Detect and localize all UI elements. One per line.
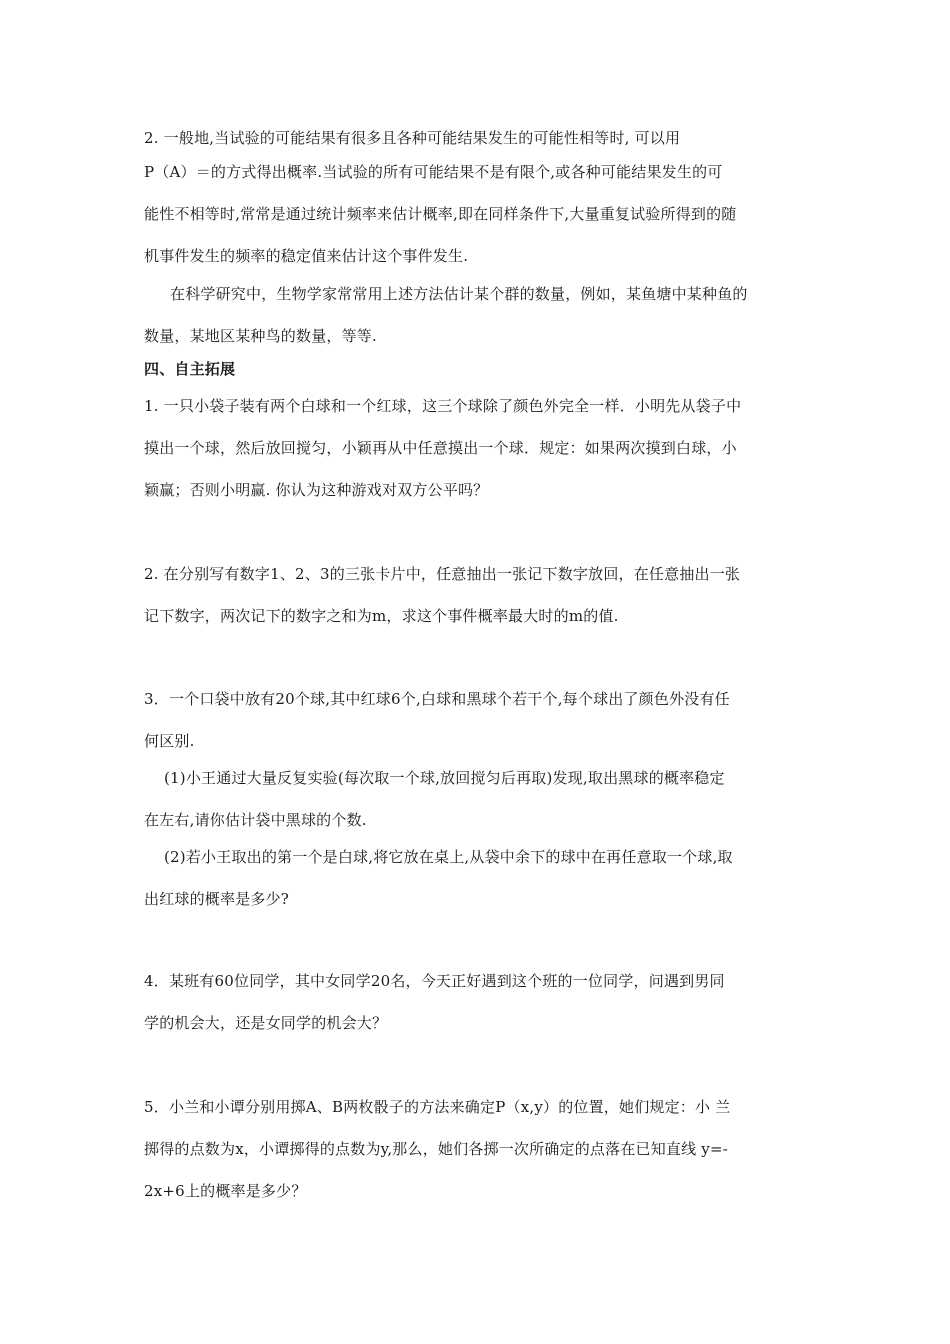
- text-line: 机事件发生的频率的稳定值来估计这个事件发生.: [144, 247, 469, 265]
- text-line: 4．某班有60位同学，其中女同学20名，今天正好遇到这个班的一位同学，问遇到男同: [144, 972, 725, 990]
- text-line: 在科学研究中，生物学家常常用上述方法估计某个群的数量，例如，某鱼塘中某种鱼的: [170, 285, 748, 303]
- text-line: 2. 在分别写有数字1、2、3的三张卡片中，任意抽出一张记下数字放回，在任意抽出一张: [144, 565, 741, 583]
- text-line: 摸出一个球，然后放回搅匀，小颖再从中任意摸出一个球．规定：如果两次摸到白球，小: [144, 439, 737, 457]
- text-line: 何区别.: [144, 732, 195, 750]
- text-line: 出红球的概率是多少?: [144, 890, 290, 908]
- text-line: 2. 一般地,当试验的可能结果有很多且各种可能结果发生的可能性相等时, 可以用: [144, 129, 681, 147]
- text-line: 1. 一只小袋子装有两个白球和一个红球，这三个球除了颜色外完全一样．小明先从袋子中: [144, 397, 742, 415]
- text-line: 能性不相等时,常常是通过统计频率来估计概率,即在同样条件下,大量重复试验所得到的随: [144, 205, 737, 223]
- text-line: 掷得的点数为x，小谭掷得的点数为y,那么，她们各掷一次所确定的点落在已知直线 y=-: [144, 1140, 728, 1158]
- text-line: 记下数字，两次记下的数字之和为m，求这个事件概率最大时的m的值.: [144, 607, 619, 625]
- text-line: 数量，某地区某种鸟的数量，等等.: [144, 327, 377, 345]
- text-line: 颖赢；否则小明赢. 你认为这种游戏对双方公平吗？: [144, 481, 489, 499]
- text-line: 2x+6上的概率是多少？: [144, 1182, 307, 1200]
- text-line: 5．小兰和小谭分别用掷A、B两枚骰子的方法来确定P（x,y）的位置，她们规定：小 兰: [144, 1098, 731, 1116]
- text-line: (2)若小王取出的第一个是白球,将它放在桌上,从袋中余下的球中在再任意取一个球,取: [164, 848, 733, 866]
- text-line: P（A）＝的方式得出概率.当试验的所有可能结果不是有限个,或各种可能结果发生的可: [144, 163, 723, 181]
- section-heading: 四、自主拓展: [144, 360, 236, 378]
- text-line: 学的机会大，还是女同学的机会大？: [144, 1014, 388, 1032]
- text-line: 在左右,请你估计袋中黑球的个数.: [144, 811, 367, 829]
- text-line: 3．一个口袋中放有20个球,其中红球6个,白球和黑球个若干个,每个球出了颜色外没有任: [144, 690, 730, 708]
- text-line: (1)小王通过大量反复实验(每次取一个球,放回搅匀后再取)发现,取出黑球的概率稳定: [164, 769, 725, 787]
